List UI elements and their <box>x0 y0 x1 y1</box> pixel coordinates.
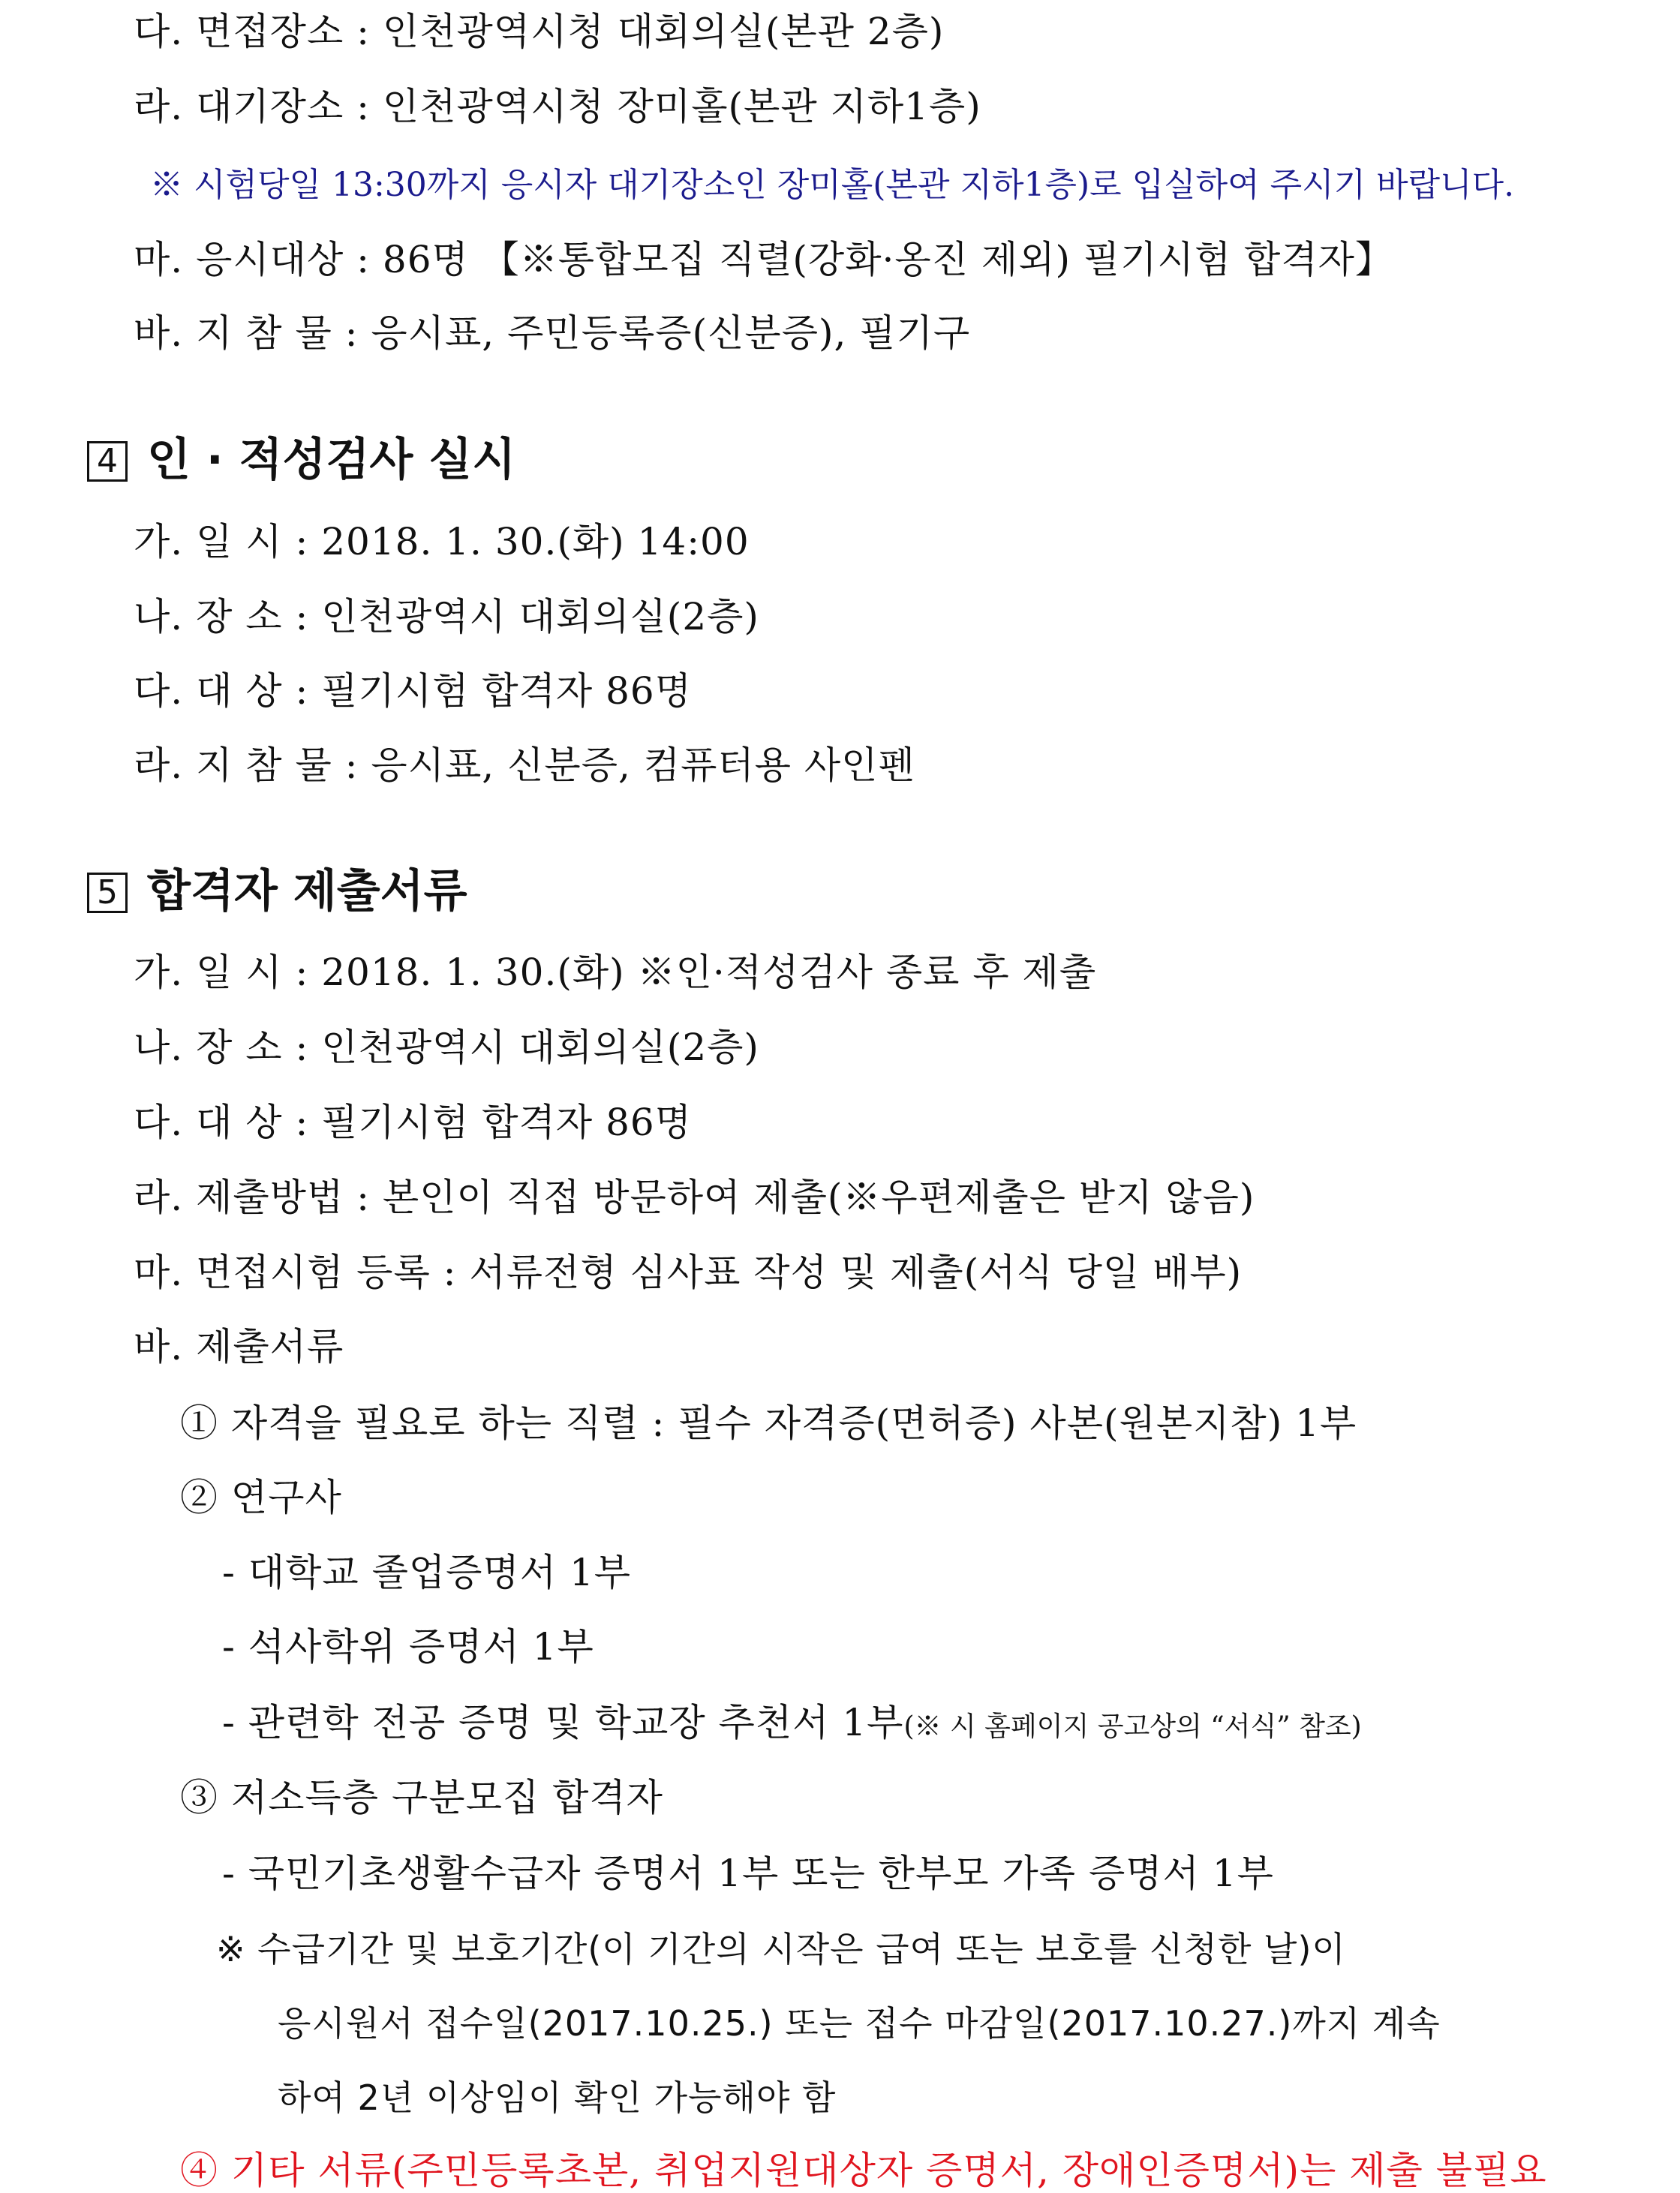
waiting-location-line: 라. 대기장소 : 인천광역시청 장미홀(본관 지하1층) <box>134 85 981 128</box>
doc-item-2-sub-3-note: (※ 시 홈페이지 공고상의 “서식” 참조) <box>903 1711 1362 1742</box>
doc-item-3-note-line-3: 하여 2년 이상임이 확인 가능해야 함 <box>278 2077 837 2118</box>
doc-item-2-sub-2: - 석사학위 증명서 1부 <box>222 1625 594 1669</box>
exam-target-line: 마. 응시대상 : 86명 【※통합모집 직렬(강화·옹진 제외) 필기시험 합격자】 <box>134 238 1393 281</box>
doc-item-3-sub-1: - 국민기초생활수급자 증명서 1부 또는 한부모 가족 증명서 1부 <box>222 1852 1274 1895</box>
section-4-heading <box>87 434 515 486</box>
section-5-item-documents: 바. 제출서류 <box>134 1325 344 1368</box>
doc-item-2-sub-3-text: - 관련학 전공 증명 및 학교장 추천서 1부 <box>222 1701 904 1744</box>
section-5-item-date: 가. 일 시 : 2018. 1. 30.(화) ※인·적성검사 종료 후 제출 <box>134 951 1097 994</box>
doc-item-3-note-line-1: ※ 수급기간 및 보호기간(이 기간의 시작은 급여 또는 보호를 신청한 날)이 <box>216 1929 1346 1969</box>
section-5-item-registration: 마. 면접시험 등록 : 서류전형 심사표 작성 및 제출(서식 당일 배부) <box>134 1251 1243 1294</box>
doc-item-2-sub-1: - 대학교 졸업증명서 1부 <box>222 1551 632 1594</box>
section-4-item-items: 라. 지 참 물 : 응시표, 신분증, 컴퓨터용 사인펜 <box>134 744 915 787</box>
section-5-number: 5 <box>87 873 128 913</box>
section-5-item-place: 나. 장 소 : 인천광역시 대회의실(2층) <box>134 1026 759 1069</box>
section-5-heading <box>87 865 467 918</box>
section-4-item-place: 나. 장 소 : 인천광역시 대회의실(2층) <box>134 595 759 638</box>
section-5-item-target: 다. 대 상 : 필기시험 합격자 86명 <box>134 1101 693 1144</box>
section-4-number: 4 <box>87 441 128 482</box>
doc-item-2: ② 연구사 <box>180 1476 342 1519</box>
doc-item-3: ③ 저소득층 구분모집 합격자 <box>180 1776 663 1819</box>
section-5-item-method: 라. 제출방법 : 본인이 직접 방문하여 제출(※우편제출은 받지 않음) <box>134 1176 1255 1219</box>
doc-item-1: ① 자격을 필요로 하는 직렬 : 필수 자격증(면허증) 사본(원본지참) 1부 <box>180 1401 1357 1445</box>
section-5-title: 합격자 제출서류 <box>147 865 467 918</box>
doc-item-2-sub-3 <box>222 1700 1362 1750</box>
section-4-item-date: 가. 일 시 : 2018. 1. 30.(화) 14:00 <box>134 520 750 563</box>
section-4-title: 인 · 적성검사 실시 <box>147 434 516 486</box>
doc-item-3-note-line-2: 응시원서 접수일(2017.10.25.) 또는 접수 마감일(2017.10.27.)까지 계속 <box>278 2003 1441 2044</box>
interview-location-line: 다. 면접장소 : 인천광역시청 대회의실(본관 2층) <box>134 10 945 53</box>
exam-day-notice: ※ 시험당일 13:30까지 응시자 대기장소인 장미홀(본관 지하1층)로 입실하여 주시기 바랍니다. <box>150 166 1515 204</box>
section-4-item-target: 다. 대 상 : 필기시험 합격자 86명 <box>134 669 693 713</box>
items-to-bring-line: 바. 지 참 물 : 응시표, 주민등록증(신분증), 필기구 <box>134 311 971 355</box>
doc-item-4: ④ 기타 서류(주민등록초본, 취업지원대상자 증명서, 장애인증명서)는 제출 불필요 <box>180 2149 1547 2192</box>
